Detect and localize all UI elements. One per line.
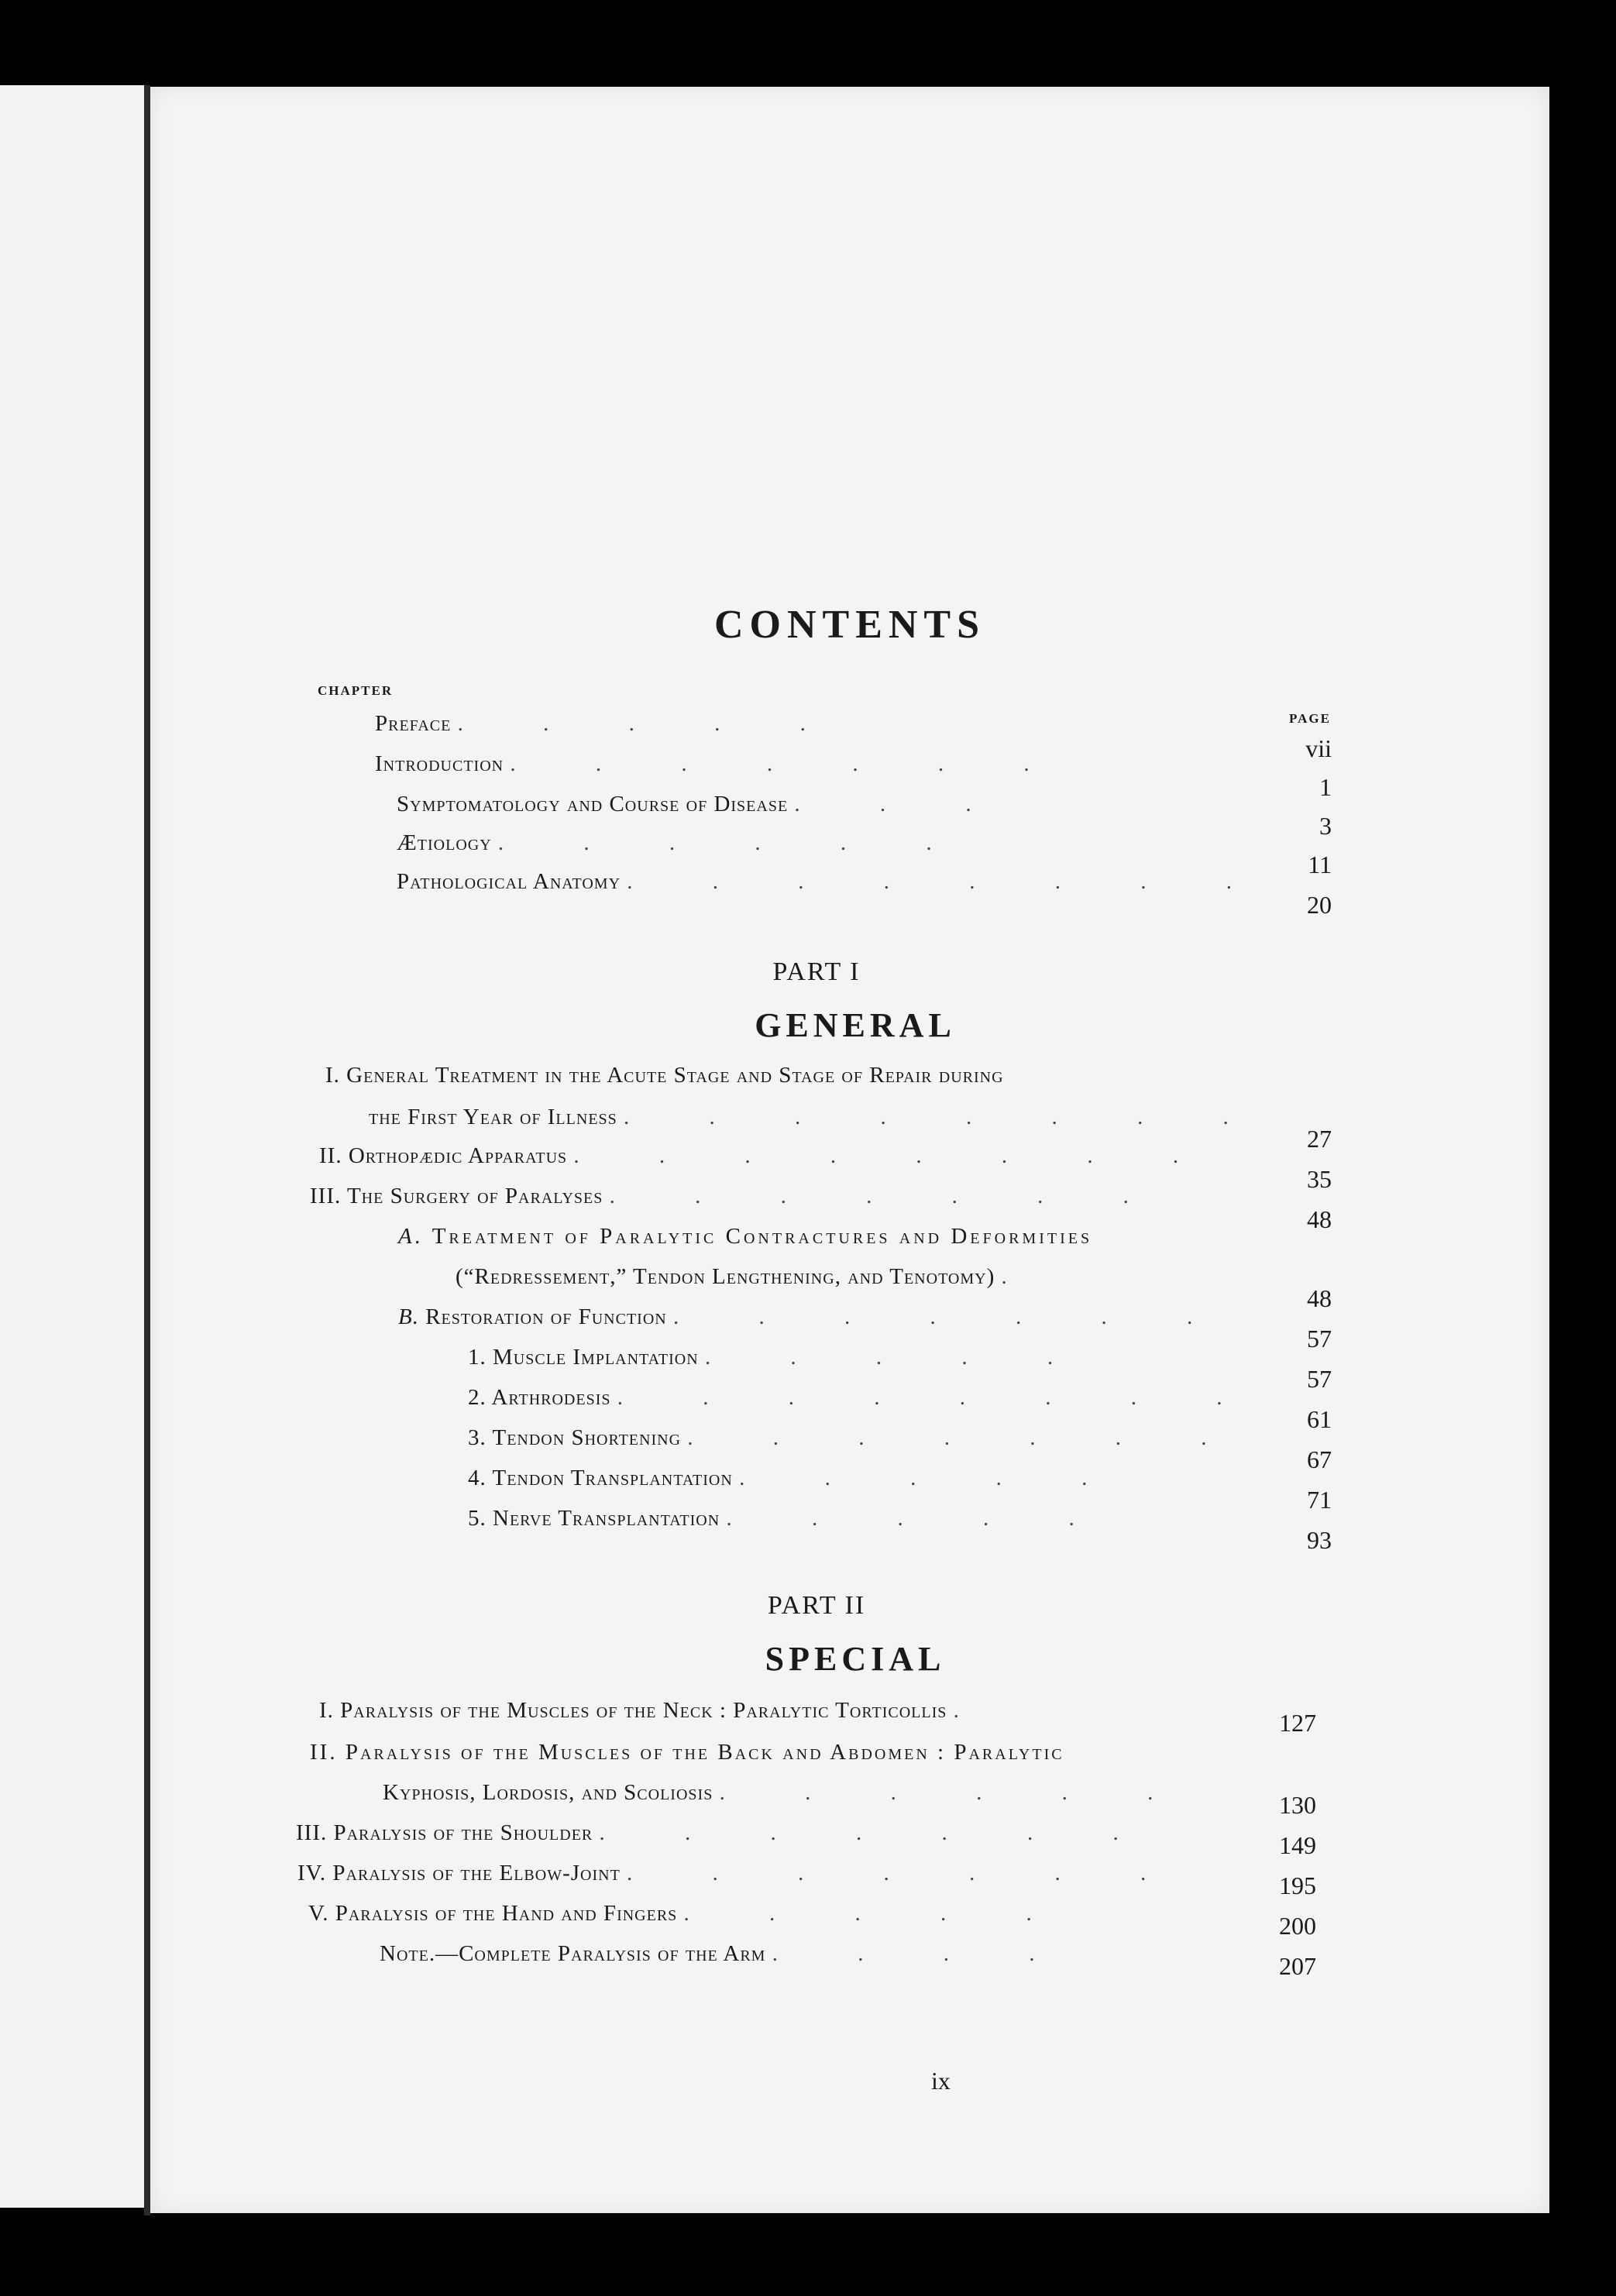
toc-entry	[297, 1862, 1183, 1885]
page-number: 57	[1307, 1365, 1332, 1393]
part-two-name: SPECIAL	[765, 1640, 946, 1678]
toc-entry-continuation	[369, 1106, 1266, 1129]
leader-dots: . . . . .	[739, 1466, 1125, 1490]
page-number: 20	[1307, 891, 1332, 919]
toc-entry-continuation	[456, 1266, 1044, 1288]
entry-title: Paralysis of the Muscles of the Neck : Paralytic Torticollis	[340, 1698, 947, 1723]
toc-entry	[308, 1902, 1069, 1925]
toc-entry	[397, 793, 1009, 816]
page-number: 57	[1307, 1325, 1332, 1353]
toc-entry	[380, 1943, 1071, 1965]
page-column-label: PAGE	[1289, 711, 1331, 726]
toc-entry	[468, 1507, 1112, 1530]
toc-entry	[310, 1741, 1064, 1764]
leader-dots: . . .	[794, 792, 1009, 816]
page-number: 48	[1307, 1284, 1332, 1312]
leader-dots: . . . . . . .	[627, 1861, 1184, 1885]
entry-title: Restoration of Function	[425, 1304, 667, 1329]
leader-dots: . . . . . . . .	[573, 1143, 1216, 1168]
page-number: 67	[1307, 1445, 1332, 1473]
entry-number: I.	[325, 1063, 340, 1088]
page-number: 130	[1279, 1791, 1316, 1819]
entry-title: Note.—Complete Paralysis of the Arm	[380, 1941, 766, 1966]
toc-entry	[319, 1145, 1215, 1167]
entry-title: Paralysis of the Shoulder	[333, 1820, 593, 1845]
leader-dots: . . . .	[772, 1941, 1072, 1966]
entry-number: B.	[398, 1304, 419, 1329]
entry-title-line1: General Treatment in the Acute Stage and Stage of Repair during	[346, 1063, 1004, 1088]
leader-dots: . . . . . .	[497, 830, 969, 855]
leader-dots: . . . . . . .	[687, 1425, 1244, 1450]
page-number: 71	[1307, 1486, 1332, 1514]
entry-title: Tendon Shortening	[492, 1425, 682, 1450]
leader-dots: . . . . . . .	[599, 1820, 1156, 1845]
page-number: 35	[1307, 1165, 1332, 1193]
leader-dots: . . . . . . . .	[624, 1105, 1266, 1129]
leader-dots: . . . . . . .	[672, 1304, 1230, 1329]
book-gutter	[144, 85, 150, 2215]
entry-title: Ætiology	[397, 830, 492, 855]
leader-dots: .	[1001, 1264, 1044, 1289]
page-number: 195	[1279, 1872, 1316, 1899]
leader-dots: . . . . .	[683, 1901, 1069, 1926]
entry-number: A.	[398, 1224, 424, 1249]
leader-dots: . . . . .	[726, 1506, 1112, 1531]
leader-dots: . . . . . . . .	[627, 869, 1270, 894]
entry-title: Nerve Transplantation	[493, 1506, 720, 1531]
toc-entry	[468, 1346, 1090, 1369]
entry-title: Tendon Transplantation	[492, 1466, 733, 1490]
entry-number: I.	[319, 1698, 334, 1723]
page-number: vii	[1305, 734, 1332, 762]
entry-title: Arthrodesis	[491, 1385, 611, 1410]
page-folio: ix	[931, 2067, 951, 2095]
part-one-label: PART I	[772, 957, 861, 986]
leader-dots: . . . . . . .	[609, 1184, 1166, 1208]
leader-dots: .	[953, 1698, 996, 1723]
entry-title: The Surgery of Paralyses	[346, 1184, 603, 1208]
page-number: 61	[1307, 1405, 1332, 1433]
entry-title: Introduction	[375, 751, 504, 776]
page-number: 1	[1319, 773, 1332, 801]
entry-title: Preface	[375, 711, 452, 736]
entry-number: 1.	[468, 1345, 487, 1370]
entry-title: Symptomatology and Course of Disease	[397, 792, 789, 816]
entry-title-line1: Paralysis of the Muscles of the Back and Abdomen : Paralytic	[345, 1740, 1064, 1765]
entry-title: Muscle Implantation	[493, 1345, 699, 1370]
toc-entry	[397, 871, 1269, 893]
page-number: 3	[1319, 812, 1332, 840]
part-two-label: PART II	[767, 1591, 866, 1620]
entry-number: IV.	[297, 1861, 327, 1885]
entry-number: III.	[310, 1184, 342, 1208]
toc-entry	[310, 1185, 1166, 1208]
leader-dots: . . . . . .	[719, 1780, 1191, 1805]
toc-entry-continuation	[383, 1782, 1190, 1804]
toc-entry	[398, 1306, 1229, 1328]
page-title: CONTENTS	[713, 603, 986, 647]
entry-title-line2: the First Year of Illness	[369, 1105, 617, 1129]
toc-entry	[375, 753, 1067, 775]
book-page	[150, 87, 1549, 2213]
chapter-column-label: CHAPTER	[318, 683, 394, 698]
entry-number: II.	[310, 1740, 338, 1765]
toc-entry	[325, 1064, 1004, 1087]
page-number: 127	[1279, 1709, 1316, 1737]
page-number: 200	[1279, 1912, 1316, 1940]
leader-dots: . . . . . . . .	[617, 1385, 1260, 1410]
entry-number: 2.	[468, 1385, 487, 1410]
toc-entry	[397, 832, 969, 854]
entry-number: 5.	[468, 1506, 487, 1531]
toc-entry	[468, 1427, 1244, 1449]
page-number: 48	[1307, 1205, 1332, 1233]
entry-number: 3.	[468, 1425, 487, 1450]
leader-dots: . . . . .	[704, 1345, 1091, 1370]
page-number: 149	[1279, 1831, 1316, 1859]
entry-title-line2: Kyphosis, Lordosis, and Scoliosis	[383, 1780, 713, 1805]
toc-entry	[375, 713, 843, 735]
page-number: 27	[1307, 1125, 1332, 1153]
page-number: 207	[1279, 1952, 1316, 1980]
entry-title: Orthopædic Apparatus	[348, 1143, 568, 1168]
entry-number: III.	[296, 1820, 328, 1845]
entry-title-line1: Treatment of Paralytic Contractures and Deformities	[432, 1224, 1093, 1249]
toc-entry	[398, 1225, 1092, 1248]
leader-dots: . . . . .	[457, 711, 843, 736]
entry-number: 4.	[468, 1466, 487, 1490]
toc-entry	[319, 1700, 996, 1722]
toc-entry	[468, 1467, 1124, 1490]
page-number: 11	[1308, 851, 1332, 878]
entry-title-line2: (“Redressement,” Tendon Lengthening, and Tenotomy)	[456, 1264, 995, 1289]
entry-number: V.	[308, 1901, 329, 1926]
entry-title: Paralysis of the Hand and Fingers	[335, 1901, 678, 1926]
entry-title: Paralysis of the Elbow-Joint	[332, 1861, 621, 1885]
leader-dots: . . . . . . .	[510, 751, 1067, 776]
toc-entry	[468, 1387, 1260, 1409]
page-number: 93	[1307, 1526, 1332, 1554]
facing-page-edge	[0, 85, 147, 2208]
part-one-name: GENERAL	[755, 1006, 956, 1044]
entry-title: Pathological Anatomy	[397, 869, 621, 894]
entry-number: II.	[319, 1143, 342, 1168]
toc-entry	[296, 1822, 1156, 1844]
